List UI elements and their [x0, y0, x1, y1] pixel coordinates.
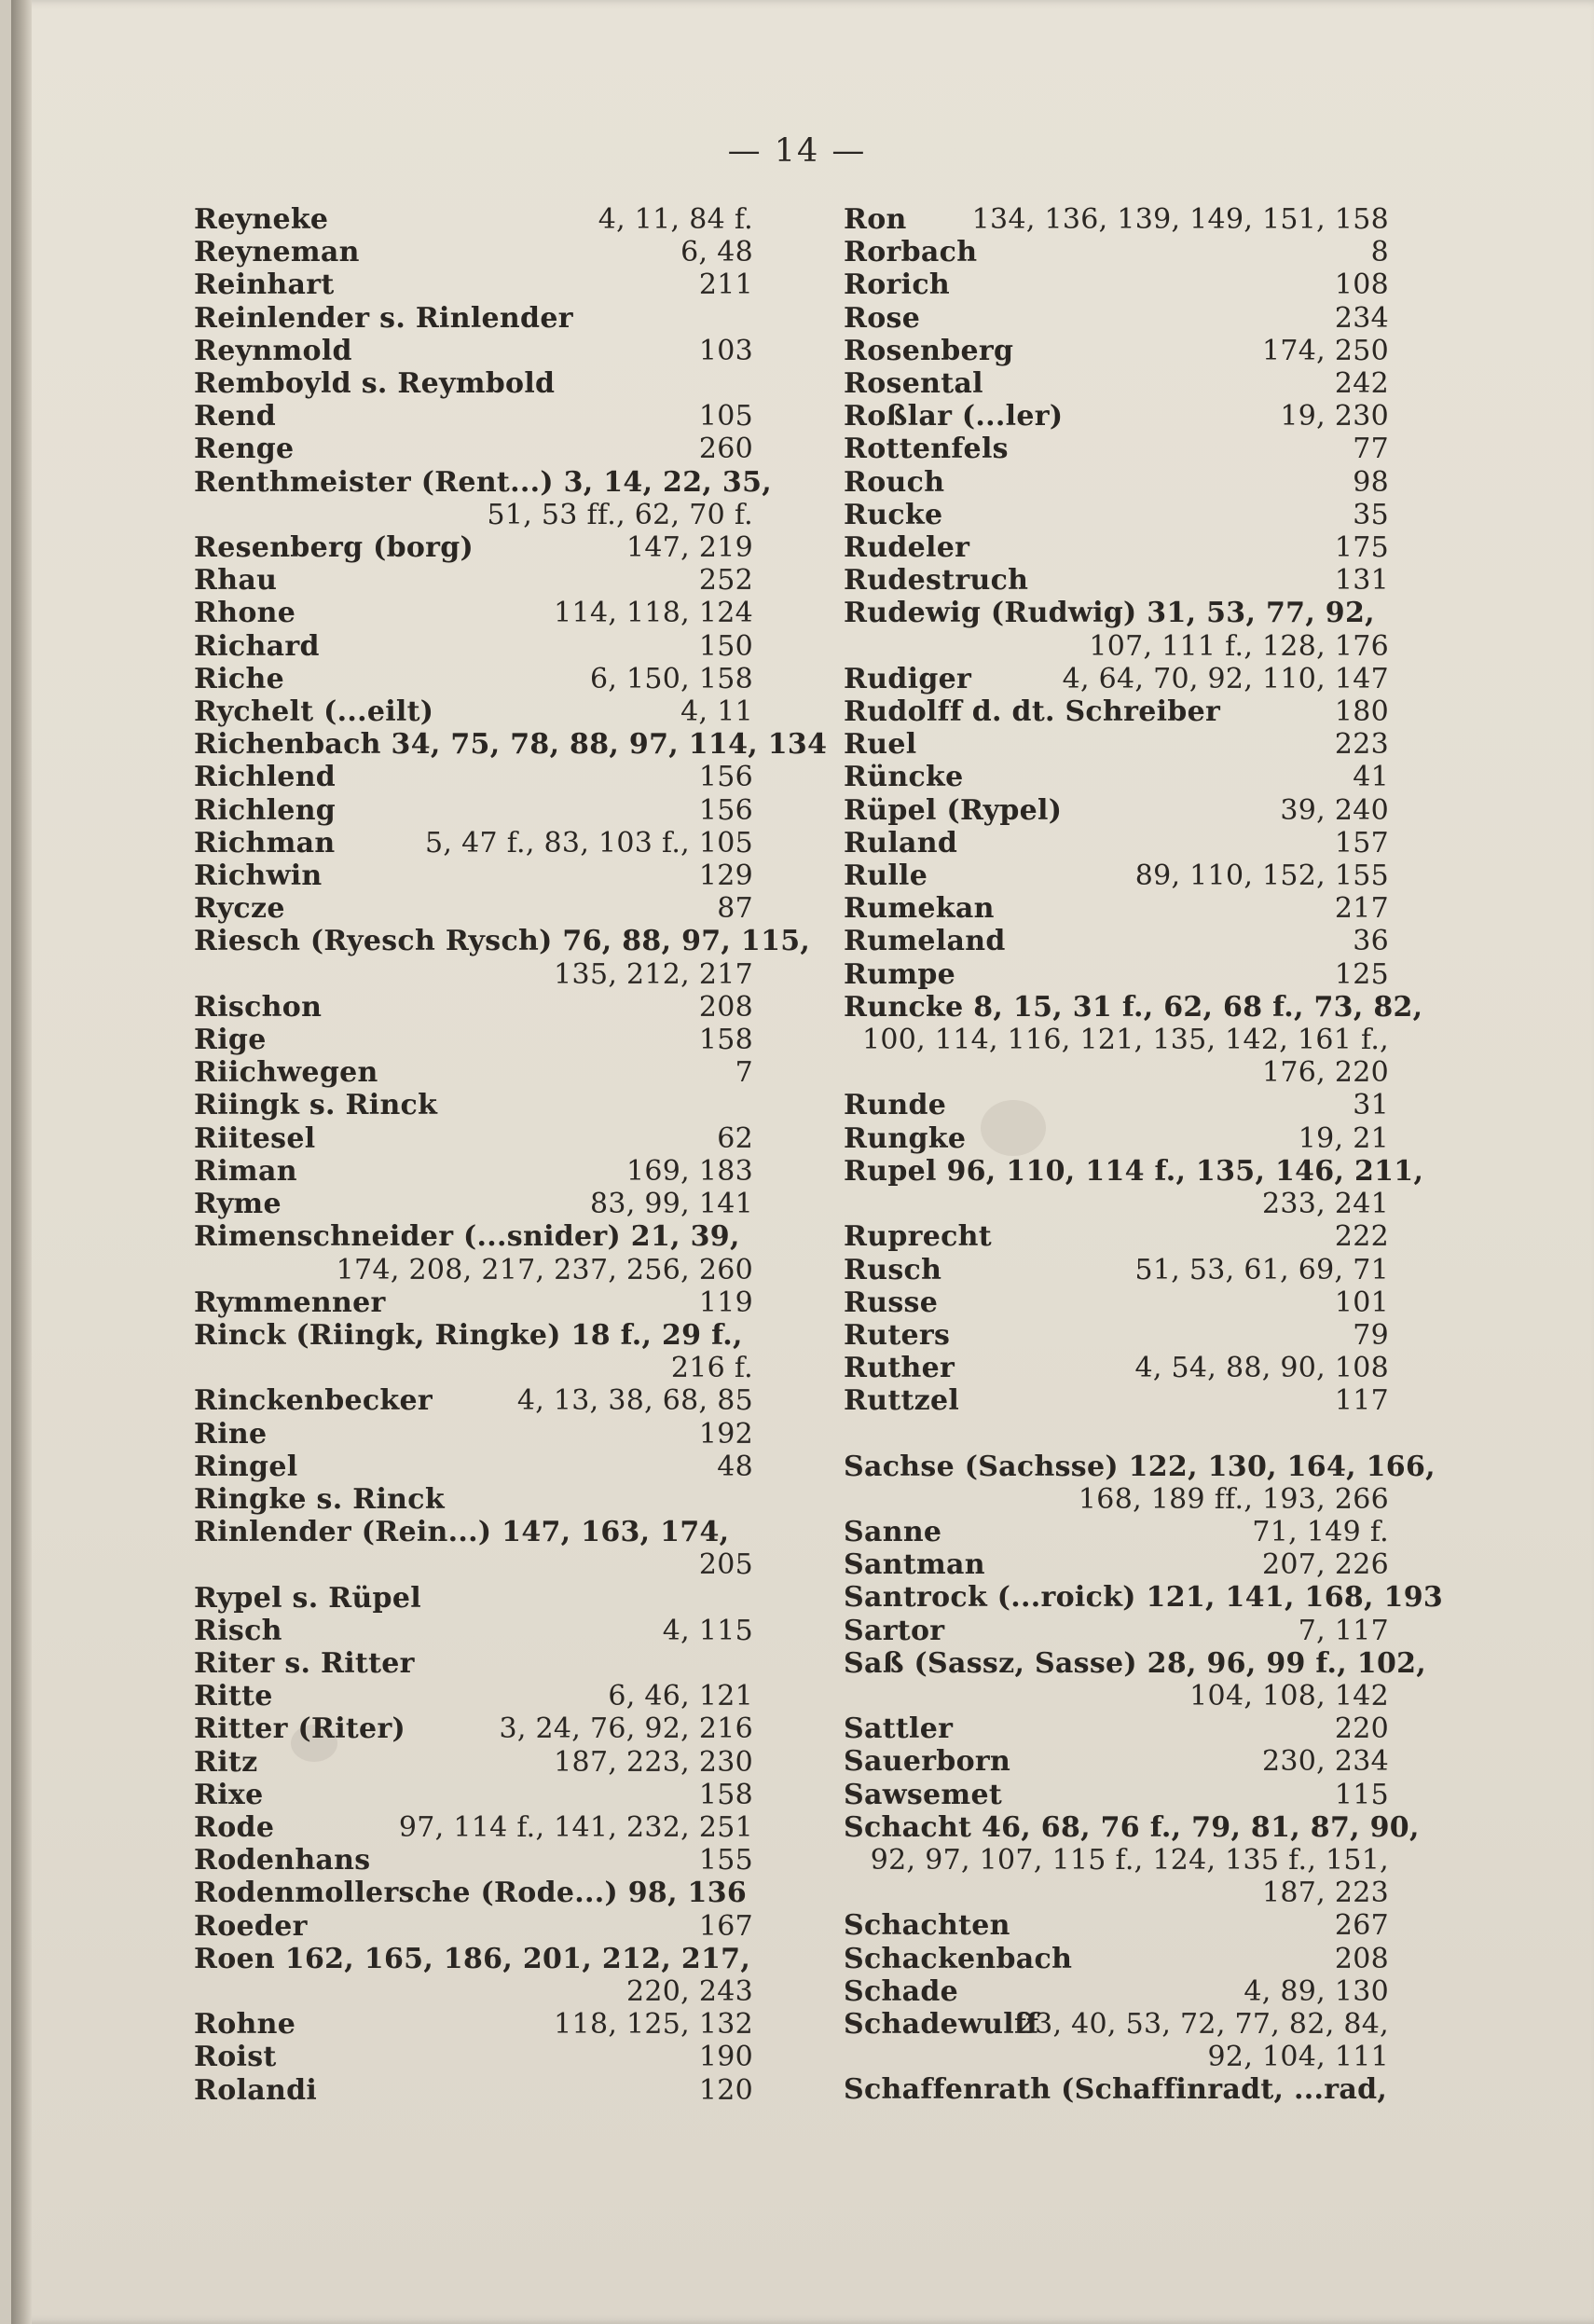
- index-entry: [844, 1712, 1389, 1745]
- entry-page-refs: 35: [1353, 498, 1389, 531]
- entry-continuation: 205: [698, 1548, 753, 1582]
- entry-continuation: 168, 189 ff., 193, 266: [1078, 1482, 1389, 1516]
- entry-name: Ringel: [194, 1450, 298, 1483]
- entry-page-refs: 129: [698, 859, 753, 893]
- entry-page-refs: 77: [1353, 433, 1389, 466]
- index-entry: [194, 1712, 753, 1745]
- entry-page-refs: 260: [698, 433, 753, 466]
- entry-name: Ruttzel: [844, 1384, 960, 1418]
- entry-page-refs: 103: [698, 334, 753, 367]
- index-entry: [194, 1877, 753, 1909]
- entry-name: Ruland: [844, 826, 958, 859]
- index-entry: [194, 991, 753, 1024]
- entry-page-refs: 7: [735, 1056, 753, 1090]
- entry-name: Rüpel (Rypel): [844, 793, 1063, 827]
- index-entry: [844, 827, 1389, 859]
- entry-name: Schade: [844, 1974, 959, 2008]
- entry-page-refs: 6, 46, 121: [608, 1680, 753, 1713]
- index-entry: [844, 1122, 1389, 1155]
- index-entry: [194, 1516, 753, 1581]
- entry-name: Rumekan: [844, 892, 995, 926]
- index-entry: [194, 1844, 753, 1877]
- entry-page-refs: 158: [698, 1778, 753, 1811]
- index-entry: [844, 1548, 1389, 1581]
- entry-name: Runde: [844, 1089, 947, 1122]
- entry-name: Risch: [194, 1614, 282, 1647]
- entry-page-refs: 79: [1353, 1318, 1389, 1352]
- index-entry: [844, 203, 1389, 236]
- entry-name: Ruther: [844, 1352, 955, 1385]
- index-entry: [194, 1680, 753, 1712]
- entry-page-refs: 211: [698, 268, 753, 302]
- entry-continuation: 104, 108, 142: [1189, 1679, 1389, 1712]
- index-entry: [844, 1220, 1389, 1253]
- entry-page-refs: 175: [1334, 531, 1389, 565]
- index-entry: [194, 1943, 753, 2008]
- entry-page-refs: 119: [698, 1286, 753, 1319]
- index-entry: [844, 1319, 1389, 1352]
- entry-name: Riingk s. Rinck: [194, 1089, 438, 1122]
- entry-name: Rode: [194, 1810, 275, 1844]
- entry-name: Ruters: [844, 1318, 951, 1352]
- entry-name: Rige: [194, 1024, 267, 1057]
- entry-name: Santrock (...roick) 121, 141, 168, 193: [844, 1581, 1444, 1615]
- entry-name: Richard: [194, 629, 320, 663]
- index-entry: [194, 1615, 753, 1647]
- entry-page-refs: 147, 219: [626, 531, 753, 565]
- entry-page-refs: 134, 136, 139, 149, 151, 158: [971, 203, 1389, 236]
- entry-name: Roßlar (...ler): [844, 400, 1064, 433]
- entry-name: Rolandi: [194, 2073, 318, 2107]
- entry-page-refs: 6, 48: [680, 236, 753, 269]
- index-entry: [844, 1615, 1389, 1647]
- index-entry: [844, 302, 1389, 335]
- entry-page-refs: 150: [698, 629, 753, 663]
- index-entry: [844, 695, 1389, 728]
- entry-name: Schachten: [844, 1909, 1010, 1943]
- index-entry: [194, 1089, 753, 1121]
- index-entry: [844, 2008, 1389, 2073]
- entry-page-refs: 208: [698, 990, 753, 1024]
- entry-name: Rudestruch: [844, 564, 1029, 598]
- entry-page-refs: 156: [698, 793, 753, 827]
- entry-name: Ruel: [844, 728, 917, 762]
- index-entry: [194, 728, 828, 762]
- index-entry: [194, 1155, 753, 1188]
- index-entry: [194, 1811, 753, 1844]
- index-entry: [844, 1779, 1389, 1811]
- entry-name: Rimenschneider (...snider) 21, 39,: [194, 1220, 740, 1254]
- index-entry: [194, 1779, 753, 1811]
- entry-name: Sanne: [844, 1515, 942, 1548]
- entry-name: Ritter (Riter): [194, 1712, 406, 1746]
- entry-name: Richenbach 34, 75, 78, 88, 97, 114, 134: [194, 728, 828, 762]
- entry-continuation: 92, 97, 107, 115 f., 124, 135 f., 151, 187, 223: [870, 1843, 1389, 1910]
- index-entry: [194, 1418, 753, 1451]
- entry-name: Rungke: [844, 1121, 967, 1155]
- entry-page-refs: 120: [698, 2073, 753, 2107]
- index-entry: [194, 1188, 753, 1220]
- entry-name: Rudiger: [844, 662, 972, 695]
- index-entry: [844, 892, 1389, 925]
- index-entry: [844, 1745, 1389, 1778]
- entry-name: Schackenbach: [844, 1942, 1073, 1975]
- entry-name: Rüncke: [844, 761, 964, 794]
- entry-name: Rosental: [844, 367, 983, 401]
- index-entry: [844, 1384, 1389, 1417]
- entry-name: Reynmold: [194, 334, 352, 367]
- index-entry: [844, 400, 1389, 433]
- index-entry: [194, 827, 753, 859]
- entry-page-refs: 87: [717, 892, 753, 926]
- page-number: — 14 —: [727, 132, 867, 170]
- index-entry: [194, 1286, 753, 1319]
- entry-name: Riitesel: [194, 1121, 316, 1155]
- index-entry: [844, 1909, 1389, 1942]
- entry-page-refs: 220: [1334, 1712, 1389, 1746]
- index-entry: [844, 367, 1389, 400]
- entry-page-refs: 62: [717, 1121, 753, 1155]
- entry-continuation: 100, 114, 116, 121, 135, 142, 161 f., 176, 220: [861, 1024, 1389, 1090]
- index-entry: [844, 794, 1389, 827]
- index-entry: [194, 1319, 753, 1384]
- entry-page-refs: 105: [698, 400, 753, 433]
- entry-name: Riter s. Ritter: [194, 1646, 415, 1680]
- entry-name: Roen 162, 165, 186, 201, 212, 217,: [194, 1942, 751, 1975]
- index-entry: [194, 335, 753, 367]
- entry-page-refs: 41: [1353, 761, 1389, 794]
- entry-page-refs: 180: [1334, 695, 1389, 729]
- index-entry: [844, 597, 1389, 662]
- index-entry: [844, 1352, 1389, 1384]
- entry-page-refs: 234: [1334, 301, 1389, 335]
- index-entry: [844, 1154, 1424, 1221]
- index-entry: [194, 433, 753, 465]
- entry-page-refs: 51, 53, 61, 69, 71: [1134, 1253, 1389, 1286]
- entry-continuation: 233, 241: [1262, 1188, 1389, 1221]
- index-entry: [194, 1910, 753, 1943]
- entry-page-refs: 19, 21: [1298, 1121, 1389, 1155]
- entry-name: Rose: [844, 301, 921, 335]
- entry-page-refs: 83, 99, 141: [589, 1188, 753, 1221]
- index-entry: [194, 1483, 753, 1516]
- entry-name: Reyneke: [194, 203, 329, 236]
- index-column-right: [844, 203, 1444, 2107]
- entry-name: Richlend: [194, 761, 337, 794]
- entry-name: Riichwegen: [194, 1056, 378, 1090]
- entry-name: Sattler: [844, 1712, 954, 1746]
- entry-name: Reyneman: [194, 236, 360, 269]
- entry-name: Rodenhans: [194, 1844, 371, 1877]
- entry-name: Rorbach: [844, 236, 978, 269]
- entry-name: Remboyld s. Reymbold: [194, 367, 556, 401]
- index-entry: [194, 859, 753, 892]
- entry-name: Ritz: [194, 1745, 258, 1779]
- entry-name: Sauerborn: [844, 1745, 1011, 1779]
- index-entry: [844, 2073, 1389, 2106]
- entry-continuation: 107, 111 f., 128, 176: [1089, 629, 1389, 663]
- entry-page-refs: 230, 234: [1262, 1745, 1389, 1779]
- index-entry: [194, 630, 753, 663]
- index-entry: [194, 663, 753, 695]
- index-entry: [844, 859, 1389, 892]
- index-entry: [844, 531, 1389, 564]
- index-entry: [844, 1516, 1389, 1548]
- index-entry: [844, 499, 1389, 531]
- entry-page-refs: 4, 54, 88, 90, 108: [1134, 1352, 1389, 1385]
- entry-name: Roeder: [194, 1909, 308, 1943]
- entry-name: Sachse (Sachsse) 122, 130, 164, 166,: [844, 1450, 1436, 1483]
- index-entry: [194, 1451, 753, 1483]
- index-entry: [844, 1089, 1389, 1121]
- index-entry: [844, 1254, 1389, 1286]
- index-entry: [194, 400, 753, 433]
- entry-name: Roist: [194, 2041, 277, 2074]
- entry-name: Rend: [194, 400, 277, 433]
- entry-page-refs: 131: [1334, 564, 1389, 598]
- entry-name: Riche: [194, 662, 284, 695]
- entry-name: Rycze: [194, 892, 285, 926]
- entry-page-refs: 4, 11, 84 f.: [598, 203, 753, 236]
- entry-page-refs: 4, 13, 38, 68, 85: [516, 1384, 753, 1418]
- entry-page-refs: 98: [1353, 465, 1389, 499]
- index-entry: [194, 1582, 753, 1615]
- entry-name: Rodenmollersche (Rode...) 98, 136: [194, 1877, 748, 1910]
- entry-name: Rucke: [844, 498, 943, 531]
- entry-page-refs: 97, 114 f., 141, 232, 251: [398, 1810, 753, 1844]
- index-entry: [844, 925, 1389, 957]
- entry-page-refs: 8: [1370, 236, 1389, 269]
- index-entry: [844, 466, 1389, 499]
- entry-name: Rupel 96, 110, 114 f., 135, 146, 211,: [844, 1154, 1424, 1188]
- entry-name: Santman: [844, 1548, 985, 1582]
- index-entry: [844, 663, 1389, 695]
- entry-name: Riesch (Ryesch Rysch) 76, 88, 97, 115,: [194, 925, 811, 958]
- entry-page-refs: 155: [698, 1844, 753, 1877]
- entry-page-refs: 125: [1334, 957, 1389, 991]
- entry-page-refs: 156: [698, 761, 753, 794]
- index-entry: [844, 1810, 1420, 1910]
- entry-name: Rudewig (Rudwig) 31, 53, 77, 92,: [844, 597, 1375, 630]
- index-entry: [194, 236, 753, 268]
- index-entry: [194, 1024, 753, 1056]
- entry-name: Rorich: [844, 268, 951, 302]
- entry-name: Ron: [844, 203, 907, 236]
- entry-name: Richwin: [194, 859, 323, 893]
- index-entry: [194, 367, 753, 400]
- entry-continuation: 220, 243: [626, 1974, 753, 2008]
- entry-name: Rohne: [194, 2008, 296, 2042]
- entry-continuation: 92, 104, 111: [1207, 2041, 1389, 2074]
- entry-page-refs: 158: [698, 1024, 753, 1057]
- index-entry: [194, 203, 753, 236]
- entry-page-refs: 89, 110, 152, 155: [1134, 859, 1389, 893]
- index-entry: [194, 302, 753, 335]
- index-entry: [194, 892, 753, 925]
- entry-page-refs: 4, 89, 130: [1244, 1974, 1389, 2008]
- index-entry: [844, 990, 1423, 1090]
- index-entry: [194, 465, 772, 531]
- entry-name: Sartor: [844, 1614, 945, 1647]
- entry-continuation: 51, 53 ff., 62, 70 f.: [487, 498, 753, 531]
- index-entry: [844, 958, 1389, 991]
- index-entry: [194, 1122, 753, 1155]
- index-entry: [194, 2041, 753, 2073]
- entry-page-refs: 174, 250: [1262, 334, 1389, 367]
- entry-page-refs: 115: [1334, 1778, 1389, 1811]
- index-entry: [194, 761, 753, 793]
- entry-name: Ritte: [194, 1680, 273, 1713]
- entry-page-refs: 187, 223, 230: [554, 1745, 753, 1779]
- index-entry: [194, 1647, 753, 1680]
- entry-name: Schacht 46, 68, 76 f., 79, 81, 87, 90,: [844, 1810, 1420, 1844]
- entry-page-refs: 267: [1334, 1909, 1389, 1943]
- index-entry: [194, 1384, 753, 1417]
- entry-name: Schadewulff: [844, 2007, 1039, 2041]
- index-entry: [194, 1746, 753, 1779]
- entry-continuation: 216 f.: [670, 1352, 753, 1385]
- entry-name: Rouch: [844, 465, 945, 499]
- entry-page-refs: 19, 230: [1280, 400, 1389, 433]
- entry-name: Rumpe: [844, 957, 956, 991]
- entry-page-refs: 223: [1334, 728, 1389, 762]
- entry-page-refs: 190: [698, 2041, 753, 2074]
- index-entry: [194, 564, 753, 597]
- entry-name: Rhau: [194, 564, 278, 598]
- index-column-left: [194, 203, 828, 2107]
- entry-name: Reinhart: [194, 268, 335, 302]
- index-entry: [844, 1943, 1389, 1975]
- entry-page-refs: 217: [1334, 892, 1389, 926]
- book-spine-shadow: [11, 0, 32, 2324]
- entry-page-refs: 23, 40, 53, 72, 77, 82, 84,: [1016, 2007, 1389, 2041]
- index-entry: [194, 1056, 753, 1089]
- index-entry: [194, 794, 753, 827]
- entry-page-refs: 5, 47 f., 83, 103 f., 105: [425, 826, 753, 859]
- index-entry: [844, 564, 1389, 597]
- entry-page-refs: 117: [1334, 1384, 1389, 1418]
- entry-page-refs: 207, 226: [1262, 1548, 1389, 1582]
- entry-name: Rixe: [194, 1778, 264, 1811]
- index-entry: [844, 1581, 1444, 1615]
- entry-name: Rulle: [844, 859, 928, 893]
- index-entry: [844, 1286, 1389, 1319]
- entry-name: Rusch: [844, 1253, 942, 1286]
- index-entry: [844, 335, 1389, 367]
- entry-page-refs: 48: [717, 1450, 753, 1483]
- entry-page-refs: 39, 240: [1280, 793, 1389, 827]
- index-entry: [844, 268, 1389, 301]
- index-entry: [844, 236, 1389, 268]
- entry-name: Rudolff d. dt. Schreiber: [844, 695, 1221, 729]
- entry-name: Riman: [194, 1154, 297, 1188]
- entry-name: Rychelt (...eilt): [194, 695, 434, 729]
- entry-name: Rumeland: [844, 925, 1006, 958]
- entry-name: Renthmeister (Rent...) 3, 14, 22, 35,: [194, 465, 772, 499]
- entry-page-refs: 242: [1334, 367, 1389, 401]
- entry-name: Resenberg (borg): [194, 531, 474, 565]
- entry-name: Schaffenrath (Schaffinradt, ...rad,: [844, 2073, 1388, 2107]
- index-entry: [194, 925, 811, 991]
- index-entry: [194, 531, 753, 564]
- entry-name: Rottenfels: [844, 433, 1009, 466]
- section-gap: [844, 1418, 1389, 1451]
- entry-page-refs: 108: [1334, 268, 1389, 302]
- entry-name: Saß (Sassz, Sasse) 28, 96, 99 f., 102,: [844, 1646, 1427, 1680]
- entry-name: Renge: [194, 433, 295, 466]
- entry-name: Runcke 8, 15, 31 f., 62, 68 f., 73, 82,: [844, 990, 1423, 1024]
- entry-page-refs: 192: [698, 1417, 753, 1451]
- index-entry: [194, 2074, 753, 2107]
- entry-page-refs: 31: [1353, 1089, 1389, 1122]
- entry-continuation: 174, 208, 217, 237, 256, 260: [336, 1253, 753, 1286]
- entry-page-refs: 167: [698, 1909, 753, 1943]
- entry-name: Richman: [194, 826, 336, 859]
- entry-continuation: 135, 212, 217: [554, 957, 753, 991]
- index-entry: [194, 2008, 753, 2041]
- entry-page-refs: 157: [1334, 826, 1389, 859]
- entry-page-refs: 208: [1334, 1942, 1389, 1975]
- index-entry: [844, 1646, 1427, 1712]
- entry-page-refs: 71, 149 f.: [1252, 1515, 1389, 1548]
- entry-name: Ryme: [194, 1188, 282, 1221]
- index-entry: [194, 597, 753, 629]
- index-entry: [844, 728, 1389, 761]
- index-entry: [844, 433, 1389, 465]
- entry-page-refs: 169, 183: [626, 1154, 753, 1188]
- entry-page-refs: 252: [698, 564, 753, 598]
- entry-name: Rosenberg: [844, 334, 1014, 367]
- entry-name: Rhone: [194, 597, 296, 630]
- entry-page-refs: 101: [1334, 1286, 1389, 1319]
- entry-name: Rischon: [194, 990, 323, 1024]
- entry-name: Rypel s. Rüpel: [194, 1581, 421, 1615]
- entry-page-refs: 4, 11: [680, 695, 753, 729]
- entry-name: Rymmenner: [194, 1286, 386, 1319]
- entry-name: Sawsemet: [844, 1778, 1002, 1811]
- entry-page-refs: 3, 24, 76, 92, 216: [499, 1712, 753, 1746]
- index-entry: [194, 268, 753, 301]
- entry-name: Reinlender s. Rinlender: [194, 301, 573, 335]
- entry-page-refs: 6, 150, 158: [589, 662, 753, 695]
- entry-name: Rinck (Riingk, Ringke) 18 f., 29 f.,: [194, 1318, 743, 1352]
- entry-page-refs: 118, 125, 132: [554, 2008, 753, 2042]
- entry-name: Richleng: [194, 793, 337, 827]
- entry-name: Russe: [844, 1286, 939, 1319]
- entry-name: Rinlender (Rein...) 147, 163, 174,: [194, 1516, 730, 1549]
- index-entry: [844, 1975, 1389, 2008]
- entry-page-refs: 222: [1334, 1220, 1389, 1254]
- entry-name: Rinckenbecker: [194, 1384, 433, 1418]
- entry-page-refs: 36: [1353, 925, 1389, 958]
- entry-name: Ringke s. Rinck: [194, 1482, 445, 1516]
- index-entry: [844, 1450, 1436, 1516]
- index-entry: [194, 1220, 753, 1286]
- entry-page-refs: 114, 118, 124: [554, 597, 753, 630]
- entry-page-refs: 4, 64, 70, 92, 110, 147: [1062, 662, 1389, 695]
- entry-name: Rudeler: [844, 531, 970, 565]
- index-entry: [194, 695, 753, 728]
- entry-page-refs: 4, 115: [662, 1614, 753, 1647]
- index-entry: [844, 761, 1389, 793]
- entry-name: Rine: [194, 1417, 268, 1451]
- entry-page-refs: 7, 117: [1298, 1614, 1389, 1647]
- entry-name: Ruprecht: [844, 1220, 992, 1254]
